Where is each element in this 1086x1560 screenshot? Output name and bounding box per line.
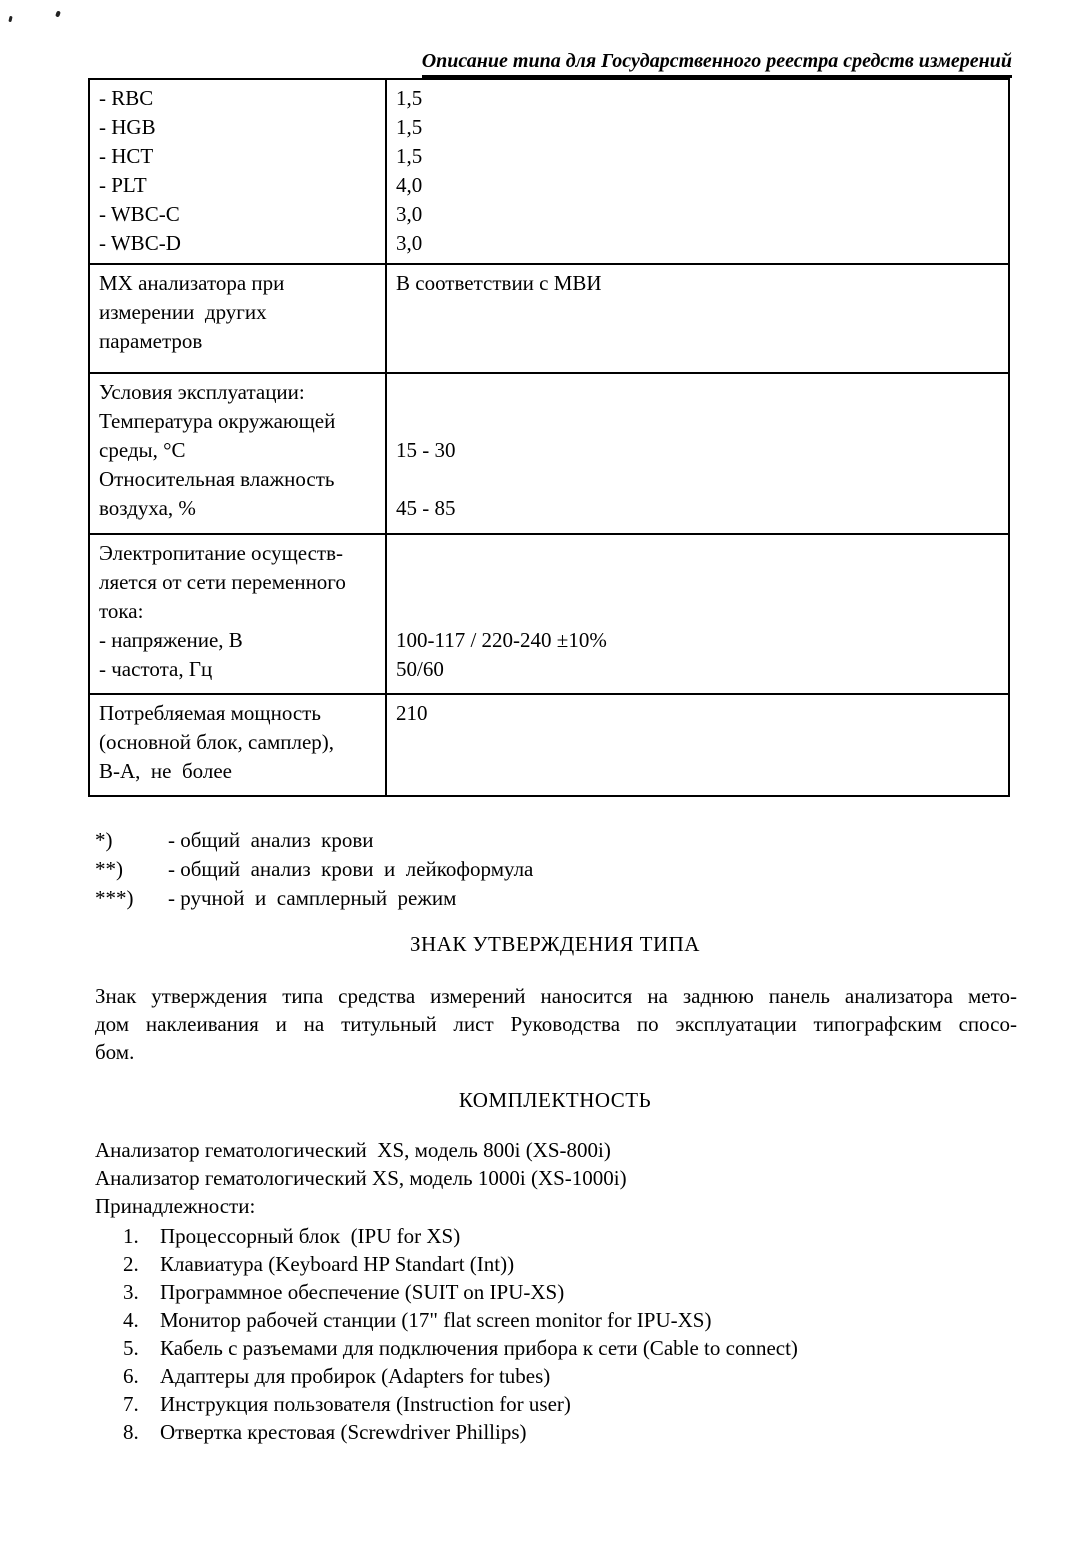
paragraph-line: бом. — [95, 1040, 135, 1064]
table-row — [89, 694, 1009, 796]
footnote-marker: *) — [95, 828, 113, 852]
list-item — [123, 1390, 798, 1418]
param-value — [396, 378, 998, 407]
param-cell — [89, 79, 386, 264]
footnote-text: - общий анализ крови — [168, 828, 374, 852]
list-item-number: 2. — [123, 1252, 139, 1276]
param-value: 3,0 — [396, 231, 423, 255]
section-title-approval: ЗНАК УТВЕРЖДЕНИЯ ТИПА — [410, 932, 700, 956]
kit-list — [123, 1222, 798, 1446]
paragraph-line: дом наклеивания и на титульный лист Руководства по эксплуатации типографским спосо- — [95, 1012, 1017, 1036]
spec-table — [88, 78, 1010, 797]
param-value — [396, 539, 998, 568]
footnote — [95, 884, 533, 913]
list-item-text: Инструкция пользователя (Instruction for user) — [160, 1392, 571, 1416]
footnote — [95, 855, 533, 884]
list-item-number: 6. — [123, 1364, 139, 1388]
param-label: - HGB — [99, 115, 156, 139]
param-label: - напряжение, В — [99, 628, 243, 652]
list-item-number: 8. — [123, 1420, 139, 1444]
footnote-text: - ручной и самплерный режим — [168, 886, 457, 910]
list-item-text: Процессорный блок (IPU for XS) — [160, 1224, 461, 1248]
table-row — [89, 264, 1009, 373]
list-item — [123, 1278, 798, 1306]
footnote-text: - общий анализ крови и лейкоформула — [168, 857, 534, 881]
table-row — [89, 534, 1009, 694]
list-item — [123, 1418, 798, 1446]
list-item — [123, 1250, 798, 1278]
table-row — [89, 373, 1009, 534]
param-value: 1,5 — [396, 144, 423, 168]
table-row — [89, 79, 1009, 264]
running-header — [422, 50, 1012, 78]
param-value: В соответствии с МВИ — [396, 271, 602, 295]
param-cell — [89, 264, 386, 373]
list-item-number: 5. — [123, 1336, 139, 1360]
param-value: 15 - 30 — [396, 438, 456, 462]
list-item-number: 1. — [123, 1224, 139, 1248]
list-item — [123, 1362, 798, 1390]
paragraph-line: Знак утверждения типа средства измерений наносится на заднюю панель анализатора мето- — [95, 984, 1017, 1008]
list-item-text: Программное обеспечение (SUIT on IPU-XS) — [160, 1280, 565, 1304]
param-value: 1,5 — [396, 86, 423, 110]
list-item-text: Клавиатура (Keyboard HP Standart (Int)) — [160, 1252, 515, 1276]
param-value — [396, 568, 998, 597]
param-value: 50/60 — [396, 657, 444, 681]
param-cell — [89, 694, 386, 796]
list-item-text: Отвертка крестовая (Screwdriver Phillips) — [160, 1420, 527, 1444]
param-label: Температура окружающей — [99, 409, 336, 433]
param-label: Относительная влажность — [99, 467, 335, 491]
list-item-text: Кабель с разъемами для подключения прибора к сети (Cable to connect) — [160, 1336, 798, 1360]
param-label: ляется от сети переменного — [99, 570, 346, 594]
param-label: Условия эксплуатации: — [99, 380, 305, 404]
param-label: - WBC-C — [99, 202, 180, 226]
kit-intro-line: Анализатор гематологический XS, модель 800i (XS-800i) — [95, 1138, 611, 1162]
running-header-text: Описание типа для Государственного реестра средств измерений — [422, 50, 1012, 78]
param-label: МХ анализатора при — [99, 271, 285, 295]
param-label: - PLT — [99, 173, 147, 197]
param-label: - HCT — [99, 144, 154, 168]
param-label: - частота, Гц — [99, 657, 213, 681]
param-value: 3,0 — [396, 202, 423, 226]
param-label: Потребляемая мощность — [99, 701, 321, 725]
param-value: 4,0 — [396, 173, 423, 197]
param-cell — [89, 373, 386, 534]
scan-artifact — [55, 10, 61, 17]
list-item-number: 4. — [123, 1308, 139, 1332]
kit-intro-line: Анализатор гематологический XS, модель 1000i (XS-1000i) — [95, 1166, 627, 1190]
list-item-number: 3. — [123, 1280, 139, 1304]
param-label: параметров — [99, 329, 203, 353]
approval-paragraph — [95, 982, 1017, 1066]
footnotes — [95, 826, 533, 913]
param-label: тока: — [99, 599, 144, 623]
param-label: - WBC-D — [99, 231, 181, 255]
footnote — [95, 826, 533, 855]
scan-artifact — [8, 16, 12, 23]
footnote-marker: **) — [95, 857, 123, 881]
param-label: воздуха, % — [99, 496, 196, 520]
param-label: В-А, не более — [99, 759, 233, 783]
list-item — [123, 1334, 798, 1362]
param-label: - RBC — [99, 86, 154, 110]
param-label: (основной блок, самплер), — [99, 730, 335, 754]
list-item-number: 7. — [123, 1392, 139, 1416]
kit-intro — [95, 1136, 627, 1220]
list-item-text: Монитор рабочей станции (17" flat screen monitor for IPU-XS) — [160, 1308, 712, 1332]
param-value: 1,5 — [396, 115, 423, 139]
list-item — [123, 1222, 798, 1250]
param-value — [396, 407, 998, 436]
param-label: измерении других — [99, 300, 267, 324]
param-value: 45 - 85 — [396, 496, 456, 520]
value-cell — [386, 264, 1009, 373]
list-item — [123, 1306, 798, 1334]
value-cell — [386, 694, 1009, 796]
param-value — [396, 465, 998, 494]
value-cell — [386, 79, 1009, 264]
list-item-text: Адаптеры для пробирок (Adapters for tubes) — [160, 1364, 551, 1388]
value-cell — [386, 373, 1009, 534]
param-value: 100-117 / 220-240 ±10% — [396, 628, 607, 652]
value-cell — [386, 534, 1009, 694]
param-label: Электропитание осуществ- — [99, 541, 344, 565]
kit-intro-line: Принадлежности: — [95, 1194, 256, 1218]
param-value — [396, 597, 998, 626]
param-label: среды, °С — [99, 438, 186, 462]
param-cell — [89, 534, 386, 694]
footnote-marker: ***) — [95, 886, 134, 910]
param-value: 210 — [396, 701, 428, 725]
section-title-completeness: КОМПЛЕКТНОСТЬ — [458, 1088, 652, 1112]
